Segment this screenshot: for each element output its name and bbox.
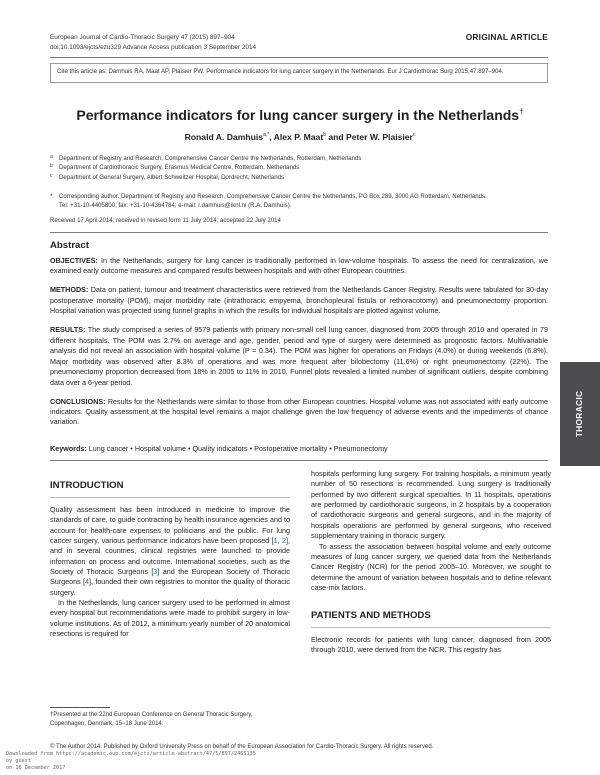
abstract-conclusions xyxy=(50,397,548,428)
affiliation-key: a xyxy=(50,154,53,160)
author-name: Alex P. Maat xyxy=(273,132,324,142)
body-paragraph: To assess the association between hospital volume and early outcome measures of lung cancer surgery, we queried data from the Netherlands Cancer Registry (NCR) for the period 2005–10. Moreover, we sought to determine the amount of variation between hospitals and to define relevant case-mix factors. xyxy=(311,541,551,592)
author-list xyxy=(40,131,560,143)
section-side-tab xyxy=(560,362,600,466)
download-line: by guest xyxy=(6,758,31,765)
abstract-text: Data on patient, tumour and treatment characteristics were retrieved from the Netherlands Cancer Registry. Results were tabulated for 30-day postoperative mortality (POM), major morbidity rate (intrathoracic empyema, bronchopleural fistula or rethoracotomy) and pneumonectomy proportion. Hospital variation was projected using funnel graphs in which the results for individual hospitals are plotted against volume. xyxy=(50,285,548,316)
affiliation-item xyxy=(50,173,548,182)
abstract-results xyxy=(50,325,548,388)
keywords-divider xyxy=(50,460,548,461)
reference-link[interactable]: 2 xyxy=(282,535,286,545)
body-paragraph: Electronic records for patients with lung cancer, diagnosed from 2005 through 2010, were derived from the NCR. This registry has xyxy=(311,635,551,655)
footnote-mark: † xyxy=(50,712,54,718)
footnote-divider xyxy=(50,707,110,708)
body-text: , xyxy=(277,535,282,545)
footnote xyxy=(50,711,290,729)
journal-line: European Journal of Cardio-Thoracic Surgery 47 (2015) 897–904 xyxy=(50,34,235,41)
corresponding-key: * xyxy=(50,193,53,200)
article-title-text: Performance indicators for lung cancer surgery in the Netherlands xyxy=(76,107,520,123)
abstract-text: The study comprised a series of 9579 patients with primary non-small cell lung cancer, diagnosed from 2005 through 2010 and operated in 79 different hospitals. The POM was 2.7% on average and age, gender, period and type of surgery were determined as prognostic factors. Multivariable analysis did not reveal an association with hospital volume (P = 0.34). The POM was higher for operations on Fridays (4.0%) or during weekends (6.8%). Major morbidity was observed after 8.3% of operations and was more frequent after bilobectomy (11.6%) or right pneumonectomy (22%). The pneumonectomy proportion decreased from 18% in 2005 to 11% in 2010. Funnel plots revealed a limited number of significant outliers, despite combining data over a 6-year period. xyxy=(50,325,548,387)
abstract-text: Results for the Netherlands were similar to those from other European countries. Hospital volume was not associated with early outcome indicators. Quality assessment at the hospital level remains a major challenge given the low frequency of adverse events and the impediments of chance variation. xyxy=(50,396,548,427)
footnote-text: Presented at the 22nd European Conference on General Thoracic Surgery, Copenhagen, Denmark, 15–18 June 2014. xyxy=(50,712,253,727)
author-affiliation-mark: a,* xyxy=(263,132,270,139)
download-line: Downloaded from https://academic.oup.com/ejcts/article-abstract/47/5/897/2465135 xyxy=(6,751,256,757)
abstract-body xyxy=(50,256,548,437)
download-line: on 16 December 2017 xyxy=(6,765,66,772)
affiliation-text: Department of Registry and Research, Comprehensive Cancer Centre the Netherlands, Rotterdam, Netherlands xyxy=(59,155,362,162)
body-text: Quality assessment has been introduced in medicine to improve the standards of care, to guide contracting by health insurance agencies and to account for health-care expenses to politicians and the public. For lung cancer surgery, various performance indicators have been proposed [ xyxy=(50,504,290,545)
download-stamp xyxy=(6,751,256,772)
affiliation-text: Department of Cardiothoracic Surgery, Erasmus Medical Centre, Rotterdam, Netherlands xyxy=(59,164,300,172)
author-affiliation-mark: c xyxy=(412,132,416,139)
corresponding-line xyxy=(50,192,548,201)
abstract-divider xyxy=(50,232,548,233)
journal-header xyxy=(50,33,256,52)
body-text: ], founded their own registries to monitor the quality of thoracic surgery. xyxy=(50,577,290,597)
reference-link[interactable]: 4 xyxy=(85,577,90,587)
author-separator: , xyxy=(269,132,274,142)
reference-link[interactable]: 1 xyxy=(273,535,278,545)
right-column xyxy=(311,469,551,656)
body-paragraph: hospitals performing lung surgery. For training hospitals, a minimum yearly number of 50 resections is recommended. Lung surgery is traditionally performed by two different surgical specialties. In 11 hospitals, operations are performed by cardiothoracic surgeons, in 2 hospitals by a cooperation of cardiothoracic surgeons and general surgeons, and in the majority of hospitals operations are performed by general surgeons, who received supplementary training in thoracic surgery. xyxy=(311,469,551,541)
article-title xyxy=(40,106,560,126)
affiliation-key: b xyxy=(50,163,53,170)
author-affiliation-mark: b xyxy=(323,132,326,139)
received-dates: Received 17 April 2014; received in revised form 11 July 2014; accepted 22 July 2014 xyxy=(50,217,281,224)
introduction-heading: INTRODUCTION xyxy=(50,479,290,498)
abstract-label: OBJECTIVES: xyxy=(50,256,98,265)
copyright-line: © The Author 2014. Published by Oxford University Press on behalf of the European Association for Cardio-Thoracic Surgery. All rights reserved. xyxy=(50,744,434,750)
corresponding-text: Corresponding author. Department of Registry and Research, Comprehensive Cancer Centre the Netherlands, PO Box 289, 3000 AG Rotterdam, Netherlands. xyxy=(59,193,487,200)
abstract-label: METHODS: xyxy=(50,285,89,295)
left-column xyxy=(50,479,290,639)
section-label: ORIGINAL ARTICLE xyxy=(465,32,548,42)
introduction-paragraph xyxy=(50,505,290,598)
abstract-text: In the Netherlands, surgery for lung cancer is traditionally performed in low-volume hospitals. To assess the need for centralization, we examined early outcome measures and compared results between hospitals and with other European countries. xyxy=(50,256,548,276)
corresponding-line xyxy=(50,201,548,210)
affiliations xyxy=(50,154,548,182)
author-name: Ronald A. Damhuis xyxy=(184,132,264,142)
abstract-objectives xyxy=(50,256,548,277)
author-separator: and xyxy=(325,132,347,142)
methods-heading: PATIENTS AND METHODS xyxy=(311,609,551,628)
header-divider xyxy=(50,57,548,58)
keywords-text: Lung cancer • Hospital volume • Quality indicators • Postoperative mortality • Pneumonectomy xyxy=(86,444,388,453)
reference-link[interactable]: 3 xyxy=(153,566,158,576)
title-footnote-mark: † xyxy=(519,107,524,117)
keywords-label: Keywords: xyxy=(50,444,87,453)
abstract-label: RESULTS: xyxy=(50,325,86,335)
corresponding-author xyxy=(50,192,548,211)
affiliation-item xyxy=(50,154,548,163)
doi-line: doi:10.1093/ejcts/ezu329 Advance Access publication 3 September 2014 xyxy=(50,43,257,51)
affiliation-item xyxy=(50,163,548,172)
keywords xyxy=(50,444,548,454)
introduction-paragraph: In the Netherlands, lung cancer surgery used to be performed in almost every hospital but recommendations were made to prohibit surgery in low-volume institutions. As of 2012, a minimum yearly number of 20 anatomical resections is required for xyxy=(50,598,290,639)
citation-box: Cite this article as: Damhuis RA, Maat AP, Plaisier PW. Performance indicators for lung cancer surgery in the Netherlands. Eur J Cardiothorac Surg 2015;47:897–904. xyxy=(50,63,548,83)
author-name: Peter W. Plaisier xyxy=(346,132,413,142)
affiliation-key: c xyxy=(50,172,53,179)
side-tab-label: THORACIC xyxy=(574,390,585,438)
body-text: ], and in several countries, clinical registries were launched to provide information on process and outcome. International societies, such as the Society of Thoracic Surgeons [ xyxy=(50,535,290,576)
affiliation-text: Department of General Surgery, Albert Schweitzer Hospital, Dordrecht, Netherlands xyxy=(59,173,285,181)
abstract-heading: Abstract xyxy=(50,240,89,251)
abstract-methods xyxy=(50,285,548,316)
corresponding-contact: Tel: +31-10-4405800; fax: +31-10-4364784; e-mail: r.damhuis@iknl.nl (R.A. Damhuis). xyxy=(59,202,292,210)
body-text: ] and the European Society of Thoracic Surgeons [ xyxy=(50,566,290,587)
abstract-label: CONCLUSIONS: xyxy=(50,396,106,406)
